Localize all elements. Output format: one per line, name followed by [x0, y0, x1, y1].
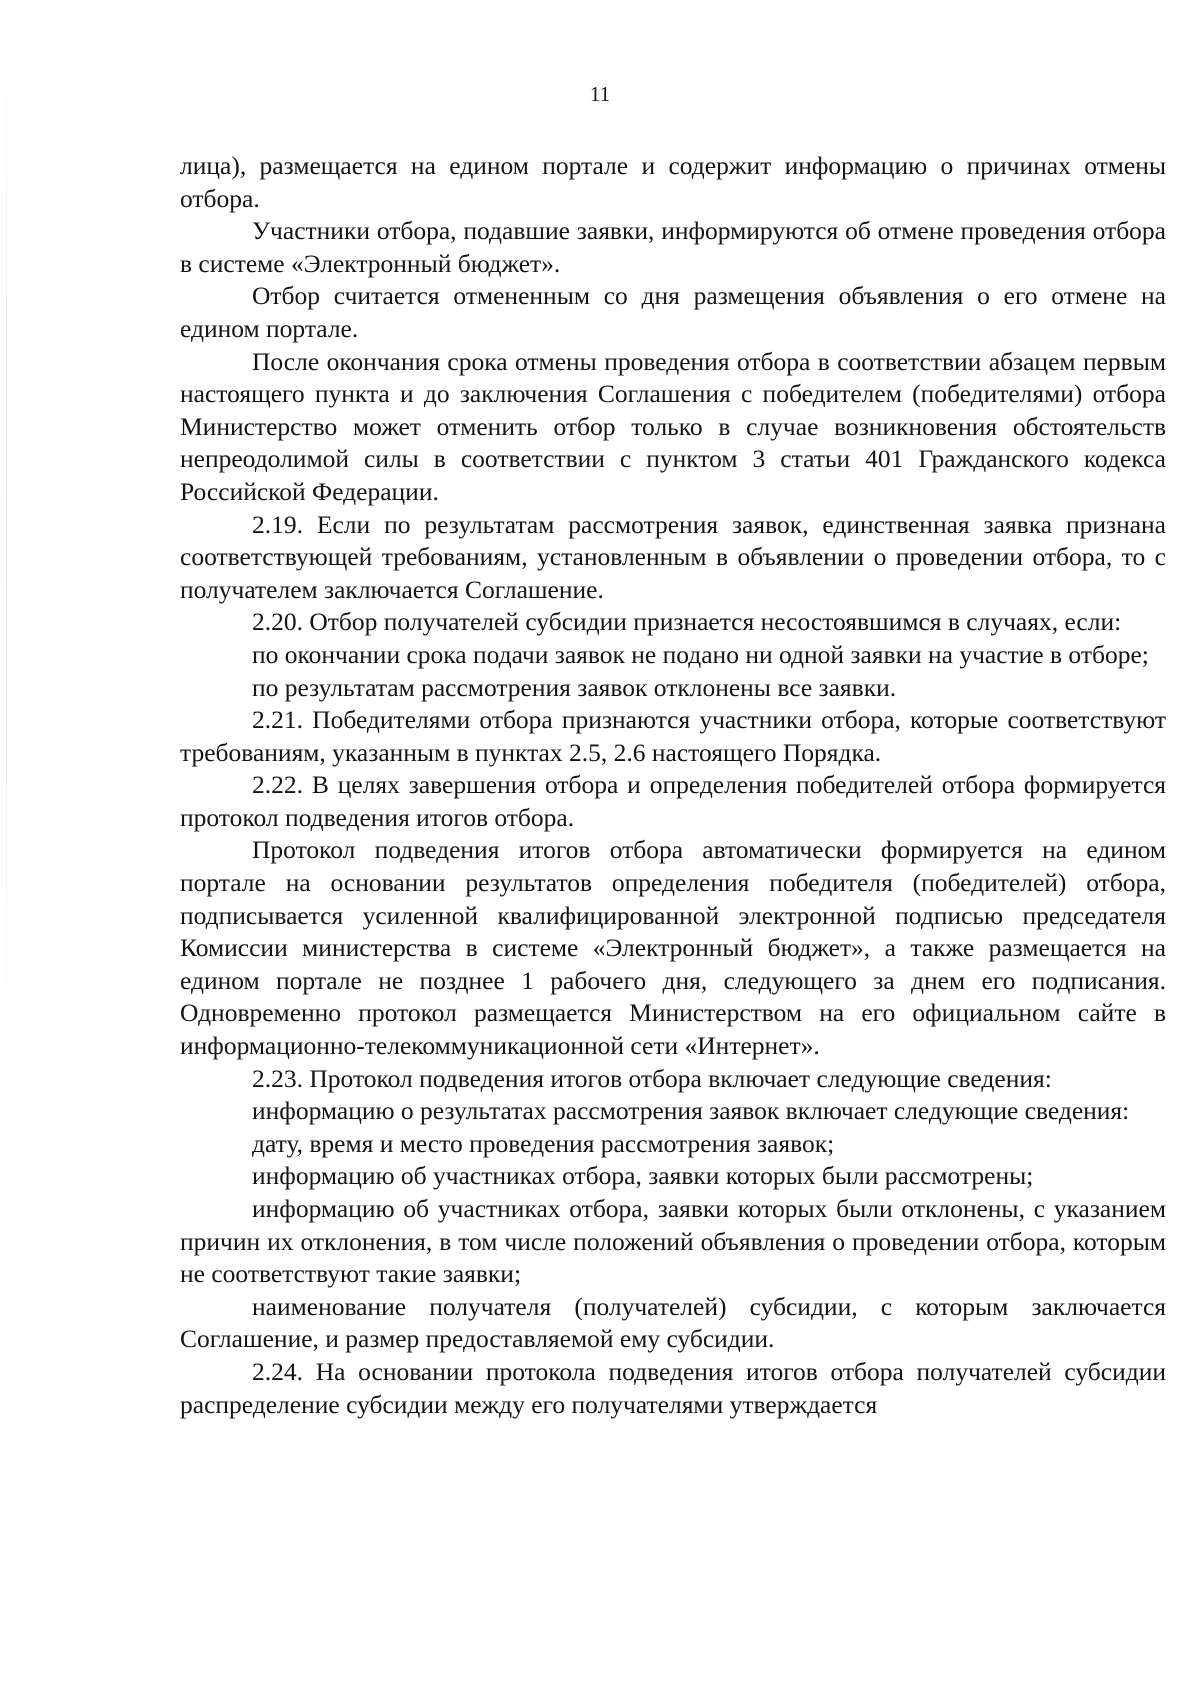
paragraph-recipient-name: наименование получателя (получателей) субсидии, с которым заключается Соглашение, и размер предоставляемой ему субсидии. — [180, 1291, 1166, 1354]
paragraph-rejected-participants: информацию об участниках отбора, заявки которых были отклонены, с указанием причин их отклонения, в том числе положений объявления о проведении отбора, которым не соответствуют такие заявки; — [180, 1194, 1166, 1289]
paragraph-reviewed-participants: информацию об участниках отбора, заявки которых были рассмотрены; — [252, 1161, 1034, 1191]
paragraph-protocol-formation: Протокол подведения итогов отбора автоматически формируется на едином портале на основании результатов определения победителя (победителей) отбора, подписывается усиленной квалифицированной электронной подписью председателя Комиссии министерства в системе «Электронный бюджет», а также размещается на едином портале не позднее 1 рабочего дня, следующего за днем его подписания. Одновременно протокол размещается Министерством на его официальном сайте в информационно-телекоммуникационной сети «Интернет». — [180, 835, 1166, 1061]
paragraph-2-24: 2.24. На основании протокола подведения итогов отбора получателей субсидии распределение субсидии между его получателями утверждается — [180, 1356, 1166, 1419]
paragraph-2-21: 2.21. Победителями отбора признаются участники отбора, которые соответствуют требованиям, указанным в пунктах 2.5, 2.6 настоящего Порядка. — [180, 705, 1166, 767]
paragraph-no-applications: по окончании срока подачи заявок не подано ни одной заявки на участие в отборе; — [252, 639, 1149, 669]
document-body — [180, 150, 1166, 1421]
paragraph-review-results-info: информацию о результатах рассмотрения заявок включает следующие сведения: — [252, 1096, 1130, 1126]
paragraph-2-20: 2.20. Отбор получателей субсидии признается несостоявшимся в случаях, если: — [252, 607, 1122, 637]
paragraph-cancellation-force-majeure: После окончания срока отмены проведения отбора в соответствии абзацем первым настоящего пункта и до заключения Соглашения с победителем (победителями) отбора Министерство может отменить отбор только в случае возникновения обстоятельств непреодолимой силы в соответствии с пунктом 3 статьи 401 Гражданского кодекса Российской Федерации. — [180, 346, 1166, 506]
paragraph-continuation: лица), размещается на едином портале и содержит информацию о причинах отмены отбора. — [180, 151, 1166, 213]
paragraph-date-time-place: дату, время и место проведения рассмотрения заявок; — [252, 1128, 835, 1158]
paragraph-2-22: 2.22. В целях завершения отбора и определения победителей отбора формируется протокол подведения итогов отбора. — [180, 770, 1166, 832]
scan-edge-shadow — [6, 40, 7, 1040]
paragraph-participants-informed: Участники отбора, подавшие заявки, информируются об отмене проведения отбора в системе «Электронный бюджет». — [180, 216, 1166, 278]
paragraph-all-rejected: по результатам рассмотрения заявок отклонены все заявки. — [252, 672, 897, 702]
paragraph-selection-cancelled: Отбор считается отмененным со дня размещения объявления о его отмене на едином портале. — [180, 281, 1166, 343]
paragraph-2-23: 2.23. Протокол подведения итогов отбора включает следующие сведения: — [252, 1063, 1052, 1093]
paragraph-2-19: 2.19. Если по результатам рассмотрения заявок, единственная заявка признана соответствующей требованиям, установленным в объявлении о проведении отбора, то с получателем заключается Соглашение. — [180, 509, 1166, 604]
page-number: 11 — [589, 82, 611, 106]
